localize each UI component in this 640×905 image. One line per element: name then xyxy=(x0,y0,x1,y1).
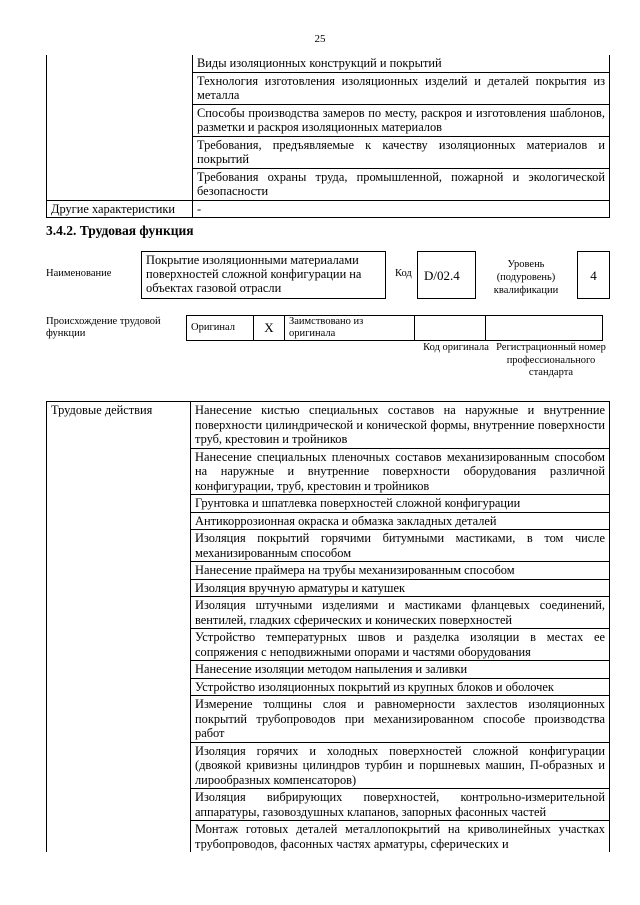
other-characteristics-value: - xyxy=(193,200,610,218)
labor-action-row: Устройство изоляционных покрытий из крупных блоков и оболочек xyxy=(191,678,610,696)
level-box: 4 xyxy=(577,251,610,299)
labor-actions-label: Трудовые действия xyxy=(47,402,191,853)
labor-action-row: Изоляция вручную арматуры и катушек xyxy=(191,579,610,597)
knowledge-row: Требования охраны труда, промышленной, пожарной и экологической безопасности xyxy=(193,168,610,200)
level-label: Уровень (подуровень) квалификации xyxy=(493,259,559,296)
knowledge-row: Виды изоляционных конструкций и покрытий xyxy=(193,55,610,72)
labor-action-row: Монтаж готовых деталей металлопокрытий на криволинейных участках трубопроводов, фасонных частях арматуры, сферических и xyxy=(191,821,610,853)
label-cell-empty xyxy=(47,55,193,200)
code-label: Код xyxy=(395,268,412,279)
labor-action-row: Антикоррозионная окраска и обмазка закладных деталей xyxy=(191,512,610,530)
origin-table xyxy=(186,315,603,341)
function-name-box: Покрытие изоляционными материалами поверхностей сложной конфигурации на объектах газовой отрасли xyxy=(141,251,386,299)
origin-label: Происхождение трудовой функции xyxy=(46,316,161,339)
section-heading: 3.4.2. Трудовая функция xyxy=(46,223,194,238)
labor-action-row: Нанесение изоляции методом напыления и заливки xyxy=(191,661,610,679)
original-mark: X xyxy=(254,316,285,341)
labor-action-row: Изоляция вибрирующих поверхностей, контрольно-измерительной аппаратуры, газовоздушных клапанов, запорных фасонных частей xyxy=(191,789,610,821)
registration-number-cell xyxy=(486,316,603,341)
knowledge-row: Требования, предъявляемые к качеству изоляционных материалов и покрытий xyxy=(193,136,610,168)
labor-action-row: Нанесение праймера на трубы механизированным способом xyxy=(191,562,610,580)
knowledge-row: Технология изготовления изоляционных изделий и деталей покрытия из металла xyxy=(193,72,610,104)
labor-actions-table xyxy=(46,401,610,852)
knowledge-table xyxy=(46,55,610,218)
labor-action-row: Изоляция горячих и холодных поверхностей сложной конфигурации (двоякой кривизны цилиндров турбин и поршневых машин, П-образных и лирообразных компенсаторов) xyxy=(191,742,610,789)
labor-action-row: Изоляция штучными изделиями и мастиками фланцевых соединений, вентилей, гладких сферических и конических поверхностей xyxy=(191,597,610,629)
labor-action-row: Измерение толщины слоя и равномерности захлестов изоляционных покрытий трубопроводов при механизированном способе производства работ xyxy=(191,696,610,743)
original-code-cell xyxy=(415,316,486,341)
code-caption: Код оригинала xyxy=(423,342,489,353)
original-label: Оригинал xyxy=(187,316,254,341)
code-box: D/02.4 xyxy=(417,251,476,299)
labor-action-row: Нанесение кистью специальных составов на наружные и внутренние поверхности цилиндрической и конической формы, внутренние поверхности труб, крестовин и тройников xyxy=(191,402,610,449)
name-label: Наименование xyxy=(46,268,112,279)
borrowed-label: Заимствовано из оригинала xyxy=(285,316,415,341)
labor-action-row: Нанесение специальных пленочных составов механизированным способом на наружные и внутренние поверхности оборудования различной конфигурации, труб, крестовин и тройников xyxy=(191,448,610,495)
registration-caption: Регистрационный номер профессионального стандарта xyxy=(496,342,606,378)
knowledge-row: Способы производства замеров по месту, раскроя и изготовления шаблонов, разметки и раскроя изоляционных материалов xyxy=(193,104,610,136)
labor-action-row: Устройство температурных швов и разделка изоляции в местах ее сопряжения с неподвижными опорами и частями оборудования xyxy=(191,629,610,661)
labor-action-row: Грунтовка и шпатлевка поверхностей сложной конфигурации xyxy=(191,495,610,513)
page-number: 25 xyxy=(314,33,326,45)
other-characteristics-label: Другие характеристики xyxy=(47,200,193,218)
labor-action-row: Изоляция покрытий горячими битумными мастиками, в том числе механизированным способом xyxy=(191,530,610,562)
